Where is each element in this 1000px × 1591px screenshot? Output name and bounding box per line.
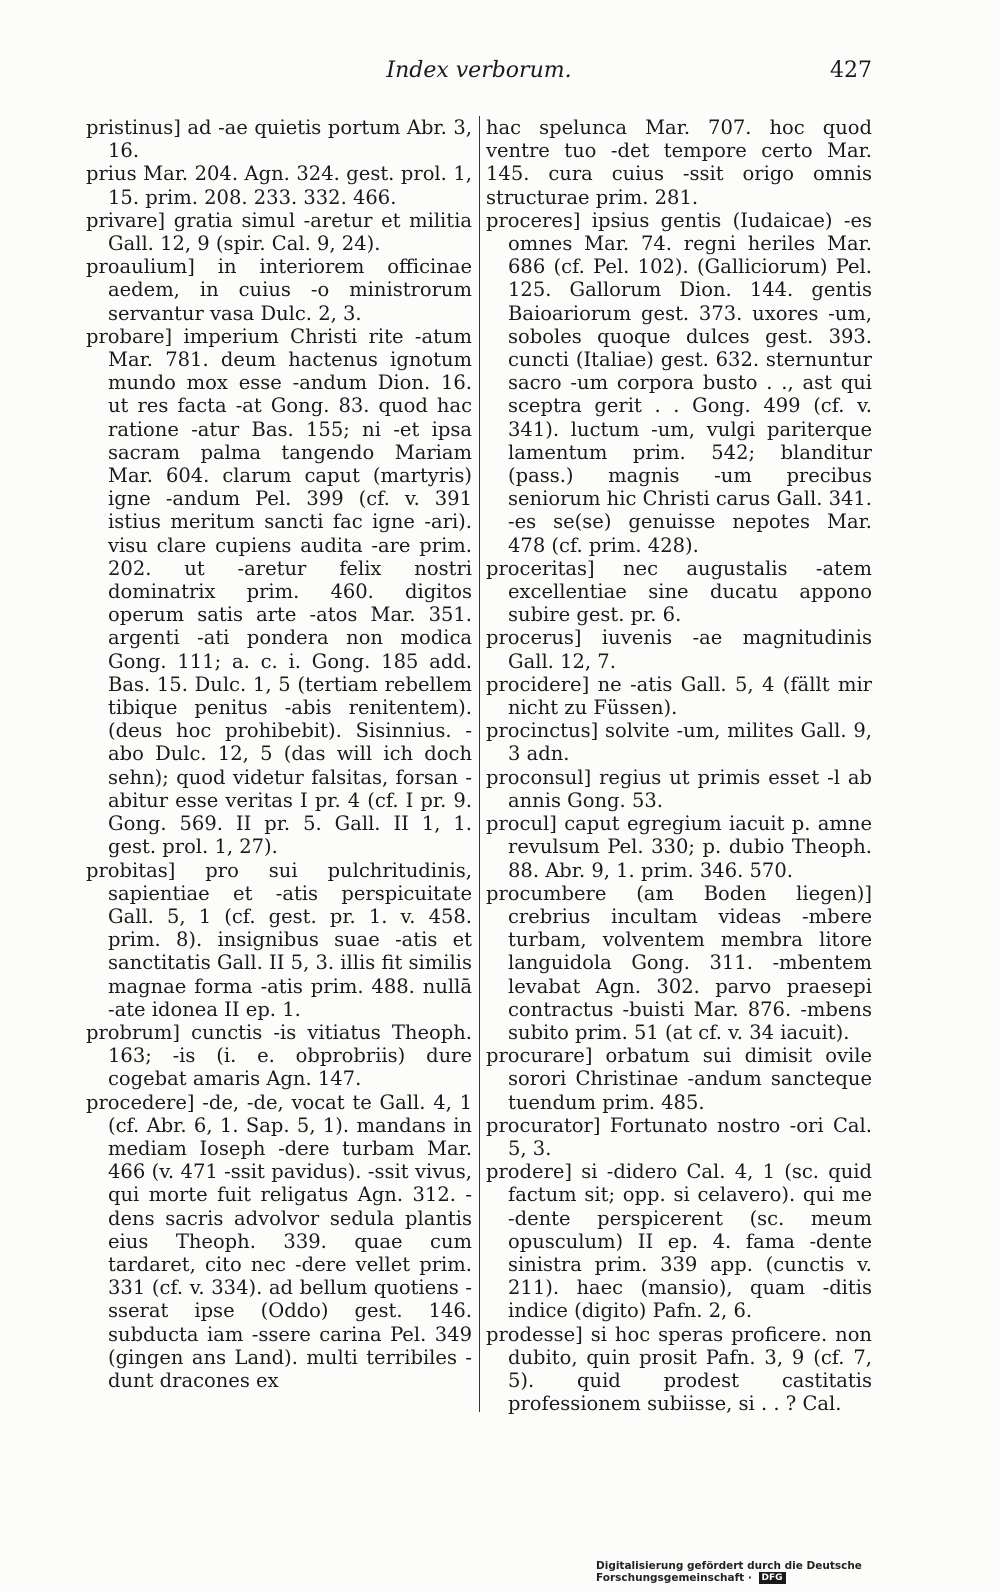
index-entry: procerus] iuvenis -ae magnitudinis Gall. 12, 7. [486,626,872,673]
index-entry: procul] caput egregium iacuit p. amne revulsum Pel. 330; p. dubio Theoph. 88. Abr. 9, 1. prim. 346. 570. [486,812,872,882]
index-entry: probitas] pro sui pulchritudinis, sapientiae et -atis perspicuitate Gall. 5, 1 (cf. gest. pr. 1. v. 458. prim. 8). insignibus suae -atis et sanctitatis Gall. II 5, 3. illis fit similis magnae forma -atis prim. 488. nullā -ate idonea II ep. 1. [86,858,472,1021]
left-column [86,116,472,1392]
index-entry: probare] imperium Christi rite -atum Mar. 781. deum hactenus ignotum mundo mox esse -andum Dion. 16. ut res facta -at Gong. 83. quod hac ratione -atur Bas. 155; ni -et ipsa sacram palma tangendo Mariam Mar. 604. clarum caput (martyris) igne -andum Pel. 399 (cf. v. 391 istius meritum sancti fac igne -ari). visu clare cupiens audita -are prim. 202. ut -aretur felix nostri dominatrix prim. 460. digitos operum satis arte -atos Mar. 351. argenti -ati pondera non modica Gong. 111; a. c. i. Gong. 185 add. Bas. 15. Dulc. 1, 5 (tertiam rebellem tibique penitus -abis renitentem). (deus hoc prohibebit). Sisinnius. -abo Dulc. 12, 5 (das will ich doch sehn); quod videtur falsitas, forsan -abitur esse veritas I pr. 4 (cf. I pr. 9. Gong. 569. II pr. 5. Gall. II 1, 1. gest. prol. 1, 27). [86,324,472,859]
index-entry: proconsul] regius ut primis esset -l ab annis Gong. 53. [486,765,872,812]
index-entry: prius Mar. 204. Agn. 324. gest. prol. 1, 15. prim. 208. 233. 332. 466. [86,162,472,209]
footer-text: Digitalisierung gefördert durch die Deutsche Forschungsgemeinschaft · [596,1560,862,1584]
index-entry: probrum] cunctis -is vitiatus Theoph. 163; -is (i. e. obprobriis) dure cogebat amaris Agn. 147. [86,1020,472,1091]
index-entry: prodere] si -didero Cal. 4, 1 (sc. quid factum sit; opp. si celavero). qui me -dente perspicerent (sc. meum opusculum) II ep. 4. fama -dente sinistra prim. 339 app. (cunctis v. 211). haec (mansio), quam -ditis indice (digito) Pafn. 2, 6. [486,1160,872,1323]
index-entry: proceres] ipsius gentis (Iudaicae) -es omnes Mar. 74. regni heriles Mar. 686 (cf. Pel. 102). (Galliciorum) Pel. 125. Gallorum Dion. 144. gentis Baioariorum gest. 373. uxores -um, soboles quoque dulces gest. 393. cuncti (Italiae) gest. 632. sternuntur sacro -um corpora busto . ., ast qui sceptra gerit . . Gong. 499 (cf. v. 341). luctum -um, vulgi pariterque lamentum prim. 542; blanditur (pass.) magnis -um precibus seniorum hic Christi carus Gall. 341. -es se(se) genuisse nepotes Mar. 478 (cf. prim. 428). [486,208,873,557]
column-divider [479,116,480,1412]
index-entry: pristinus] ad -ae quietis portum Abr. 3, 16. [86,116,472,163]
index-entry: procumbere (am Boden liegen)] crebrius incultam videas -mbere turbam, volventem membra litore languidola Gong. 311. -mbentem levabat Agn. 302. parvo praesepi contractus -buisti Mar. 876. -mbens subito prim. 51 (at cf. v. 34 iacuit). [486,881,872,1044]
page-header [86,58,872,88]
index-entry: procedere] -de, -de, vocat te Gall. 4, 1 (cf. Abr. 6, 1. Sap. 5, 1). mandans in mediam Ioseph -dere turbam Mar. 466 (v. 471 -ssit pavidus). -ssit vivus, qui morte fuit religatus Agn. 312. -dens sacris advolvor sedula plantis eius Theoph. 339. quae cum tardaret, cito nec -dere vellet prim. 331 (cf. v. 334). ad bellum quotiens -sserat ipse (Oddo) gest. 146. subducta iam -ssere carina Pel. 349 (gingen ans Land). multi terribiles -dunt dracones ex [86,1090,472,1392]
index-entry: procinctus] solvite -um, milites Gall. 9, 3 adn. [486,719,872,766]
page-number: 427 [830,58,872,83]
index-entry: procurare] orbatum sui dimisit ovile sorori Christinae -andum sancteque tuendum prim. 485. [486,1044,872,1114]
index-entry: privare] gratia simul -aretur et militia Gall. 12, 9 (spir. Cal. 9, 24). [86,208,472,256]
index-entry: proaulium] in interiorem officinae aedem, in cuius -o ministrorum servantur vasa Dulc. 2, 3. [86,255,472,325]
dfg-logo: DFG [759,1572,786,1584]
running-title: Index verborum. [386,58,572,83]
index-entry: procurator] Fortunato nostro -ori Cal. 5, 3. [486,1113,872,1160]
index-entry: procidere] ne -atis Gall. 5, 4 (fällt mir nicht zu Füssen). [486,672,872,720]
index-entry: prodesse] si hoc speras proficere. non dubito, quin prosit Pafn. 3, 9 (cf. 7, 5). quid prodest castitatis professionem subiisse, si . . ? Cal. [486,1322,872,1416]
index-entry-continued: hac spelunca Mar. 707. hoc quod ventre tuo -det tempore certo Mar. 145. cura cuius -ssit origo omnis structurae prim. 281. [486,116,872,209]
index-entry: proceritas] nec augustalis -atem excellentiae sine ducatu appono subire gest. pr. 6. [486,556,872,627]
right-column [486,116,872,1415]
digitization-footer [596,1560,996,1584]
